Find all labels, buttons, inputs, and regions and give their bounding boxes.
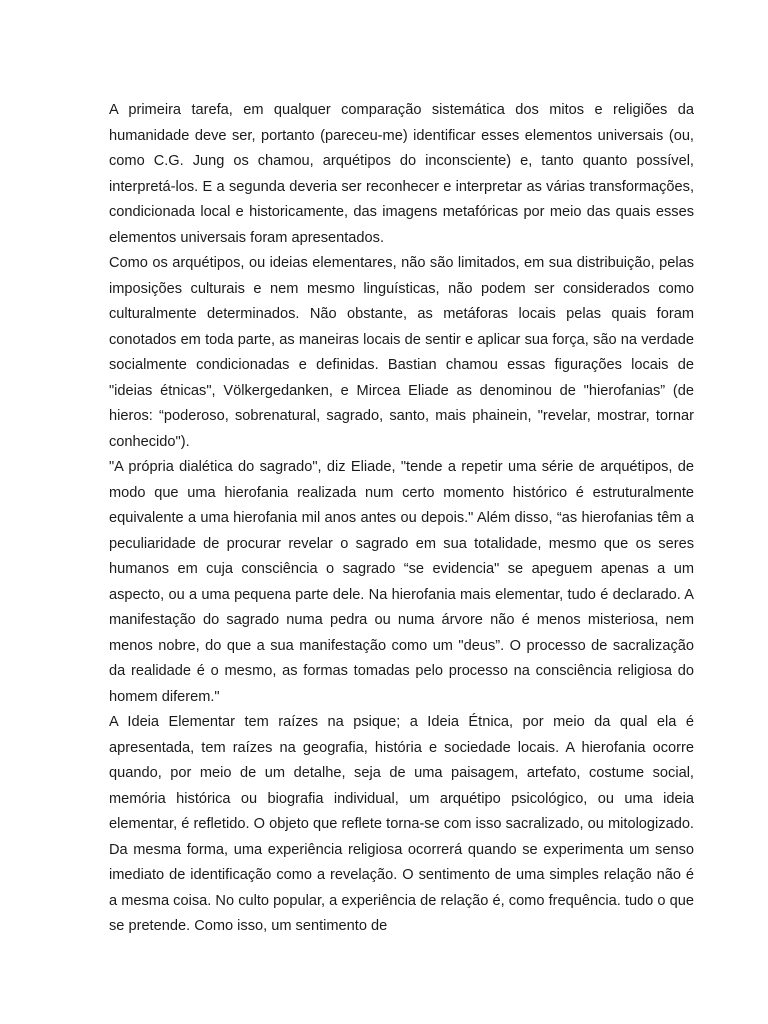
- paragraph-3: "A própria dialética do sagrado", diz Eliade, "tende a repetir uma série de arquétipos, de modo que uma hierofania realizada num certo momento histórico é estruturalmente equivalente a uma hierofania mil anos antes ou depois." Além disso, “as hierofanias têm a peculiaridade de procurar revelar o sagrado em sua totalidade, mesmo que os seres humanos em cuja consciência o sagrado “se evidencia" se apeguem apenas a um aspecto, ou a uma pequena parte dele. Na hierofania mais elementar, tudo é declarado. A manifestação do sagrado numa pedra ou numa árvore não é menos misteriosa, nem menos nobre, do que a sua manifestação como um "deus”. O processo de sacralização da realidade é o mesmo, as formas tomadas pelo processo na consciência religiosa do homem diferem.": [109, 459, 694, 705]
- body-text: [109, 98, 694, 940]
- paragraph-4: A Ideia Elementar tem raízes na psique; a Ideia Étnica, por meio da qual ela é apresentada, tem raízes na geografia, história e sociedade locais. A hierofania ocorre quando, por meio de um detalhe, seja de uma paisagem, artefato, costume social, memória histórica ou biografia individual, um arquétipo psicológico, ou uma ideia elementar, é refletido. O objeto que reflete torna-se com isso sacralizado, ou mitologizado. Da mesma forma, uma experiência religiosa ocorrerá quando se experimenta um senso imediato de identificação como a revelação. O sentimento de uma simples relação não é a mesma coisa. No culto popular, a experiência de relação é, como frequência. tudo o que se pretende. Como isso, um sentimento de: [109, 714, 694, 934]
- paragraph-2: Como os arquétipos, ou ideias elementares, não são limitados, em sua distribuição, pelas imposições culturais e nem mesmo linguísticas, não podem ser considerados como culturalmente determinados. Não obstante, as metáforas locais pelas quais foram conotados em toda parte, as maneiras locais de sentir e aplicar sua força, são na verdade socialmente condicionadas e definidas. Bastian chamou essas figurações locais de "ideias étnicas", Völkergedanken, e Mircea Eliade as denominou de "hierofanias” (de hieros: “poderoso, sobrenatural, sagrado, santo, mais phainein, "revelar, mostrar, tornar conhecido").: [109, 255, 694, 450]
- paragraph-1: A primeira tarefa, em qualquer comparação sistemática dos mitos e religiões da humanidade deve ser, portanto (pareceu-me) identificar esses elementos universais (ou, como C.G. Jung os chamou, arquétipos do inconsciente) e, tanto quanto possível, interpretá-los. E a segunda deveria ser reconhecer e interpretar as várias transformações, condicionada local e historicamente, das imagens metafóricas por meio das quais esses elementos universais foram apresentados.: [109, 102, 694, 246]
